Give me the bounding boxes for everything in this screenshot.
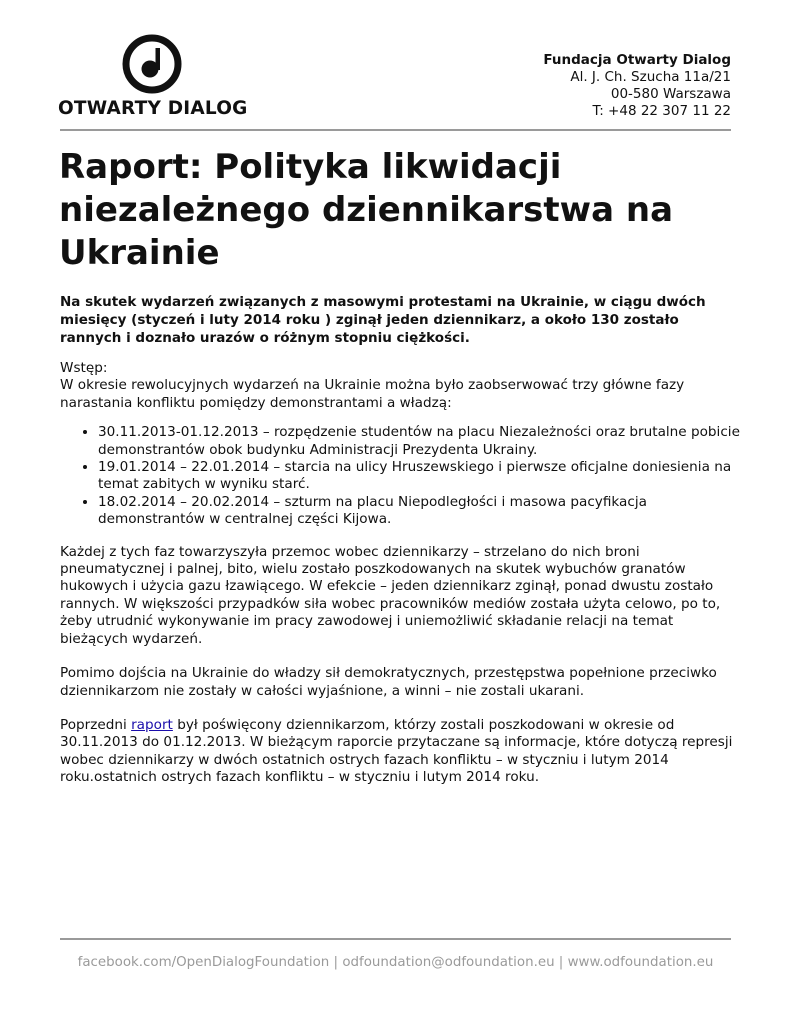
- intro-text: W okresie rewolucyjnych wydarzeń na Ukrainie można było zaobserwować trzy główne fazy narastania konfliktu pomiędzy demonstrantami a władzą:: [60, 377, 685, 411]
- intro-label: Wstęp:: [60, 360, 108, 376]
- page-title: Raport: Polityka likwidacji niezależnego dziennikarstwa na Ukrainie: [59, 147, 674, 273]
- list-item: • 30.11.2013-01.12.2013 – rozpędzenie studentów na placu Niezależności oraz brutalne pobicie demonstrantów obok budynku Administracji Prezydenta Ukrainy.: [98, 424, 740, 459]
- od-circle-logo-icon: [122, 34, 182, 94]
- logo: [58, 34, 248, 124]
- footer-contact: facebook.com/OpenDialogFoundation | odfoundation@odfoundation.eu | www.odfoundation.eu: [77, 955, 714, 970]
- phone-number: T: +48 22 307 11 22: [592, 103, 731, 119]
- article-body: [60, 360, 740, 804]
- footer-divider: [60, 938, 731, 940]
- logo-text: OTWARTY DIALOG: [58, 98, 248, 119]
- lead-paragraph: Na skutek wydarzeń związanych z masowymi protestami na Ukrainie, w ciągu dwóch miesięcy (styczeń i luty 2014 roku ) zginął jeden dziennikarz, a około 130 zostało rannych i doznało urazów o różnym stopniu ciężkości.: [60, 294, 706, 346]
- list-item: • 18.02.2014 – 20.02.2014 – szturm na placu Niepodległości i masowa pacyfikacja demonstrantów w centralnej części Kijowa.: [98, 494, 740, 529]
- paragraph-impunity: Pomimo dojścia na Ukrainie do władzy sił demokratycznych, przestępstwa popełnione przeciwko dziennikarzom nie zostały w całości wyjaśnione, a winni – nie zostali ukarani.: [60, 665, 717, 699]
- address-line: Al. J. Ch. Szucha 11a/21: [570, 69, 731, 85]
- report-link[interactable]: raport: [131, 716, 173, 733]
- phases-list: [60, 424, 740, 528]
- header-divider: [60, 129, 731, 131]
- org-name: Fundacja Otwarty Dialog: [543, 52, 731, 68]
- paragraph-text: Poprzedni: [60, 716, 132, 733]
- paragraph-text: był poświęcony dziennikarzom, którzy zostali poszkodowani w okresie od 30.11.2013 do 01.12.2013. W bieżącym raporcie przytaczane są informacje, które dotyczą represji wobec dziennikarzy w dwóch ostatnich ostrych fazach konfliktu – w styczniu i lutym 2014 roku.ostatnich ostrych fazach konfliktu – w styczniu i lutym 2014 roku.: [60, 716, 733, 786]
- paragraph-previous-report: [60, 717, 740, 787]
- paragraph-violence: Każdej z tych faz towarzyszyła przemoc wobec dziennikarzy – strzelano do nich broni pneumatycznej i palnej, bito, wielu zostało poszkodowanych na skutek wybuchów granatów hukowych i użycia gazu łzawiącego. W efekcie – jeden dziennikarz zginął, ponad dwustu zostało rannych. W większości przypadków siła wobec pracowników mediów została użyta celowo, po to, żeby utrudnić wykonywanie im pracy zawodowej i uniemożliwić składanie relacji na temat bieżących wydarzeń.: [60, 543, 721, 647]
- address-city: 00-580 Warszawa: [610, 86, 731, 102]
- list-item: • 19.01.2014 – 22.01.2014 – starcia na ulicy Hruszewskiego i pierwsze oficjalne doniesienia na temat zabitych w wyniku starć.: [98, 459, 740, 494]
- contact-block: [543, 52, 731, 120]
